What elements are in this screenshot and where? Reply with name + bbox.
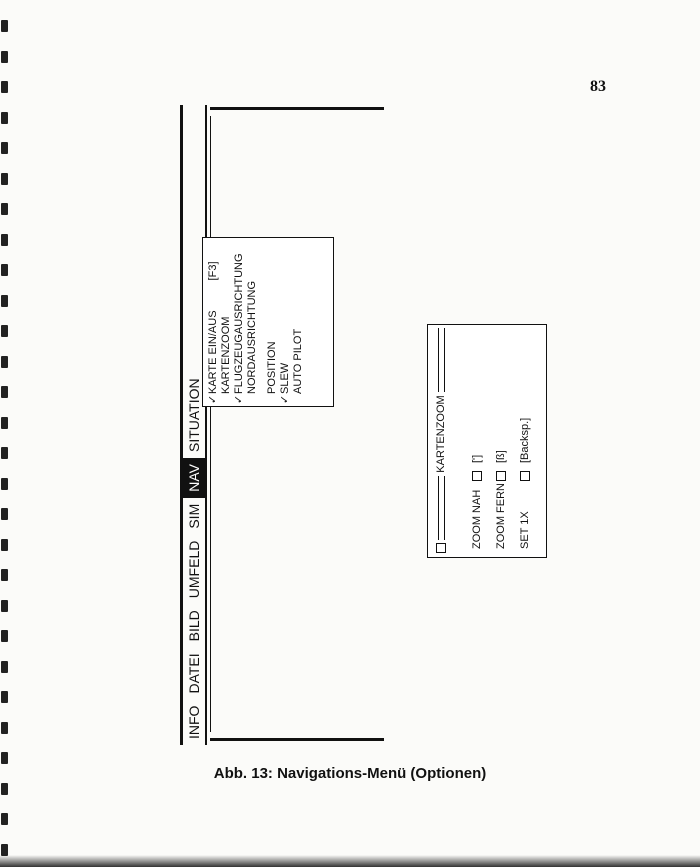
menu-item-nordausrichtung[interactable]: NORDAUSRICHTUNG <box>246 280 258 394</box>
binding-ring <box>1 51 8 63</box>
nav-dropdown-menu <box>202 237 334 407</box>
binding-ring <box>1 264 8 276</box>
menu-item-flugzeugausrichtung[interactable]: ✓ FLUGZEUGAUSRICHTUNG <box>233 253 245 404</box>
binding-ring <box>1 752 8 764</box>
shortcut-label: [Backsp.] <box>519 417 531 463</box>
binding-ring <box>1 142 8 154</box>
kartenzoom-dialog <box>427 324 547 558</box>
binding-ring <box>1 386 8 398</box>
binding-ring <box>1 630 8 642</box>
figure-caption: Abb. 13: Navigations-Menü (Optionen) <box>213 765 487 782</box>
checkbox-icon[interactable] <box>496 471 506 481</box>
menu-bar <box>180 105 207 745</box>
binding-ring <box>1 81 8 93</box>
dialog-title-bar <box>434 325 448 557</box>
binding-ring <box>1 691 8 703</box>
binding-ring <box>1 508 8 520</box>
binding-ring <box>1 173 8 185</box>
binding-ring <box>1 417 8 429</box>
binding-ring <box>1 600 8 612</box>
binding-ring <box>1 844 8 856</box>
dialog-title: KARTENZOOM <box>435 395 447 473</box>
checkbox-icon[interactable] <box>472 471 482 481</box>
binding-ring <box>1 569 8 581</box>
binding-ring <box>1 813 8 825</box>
menu-item-autopilot[interactable]: AUTO PILOT <box>292 328 304 394</box>
menu-item-position[interactable]: POSITION <box>266 341 278 394</box>
binding-ring <box>1 112 8 124</box>
spiral-binding <box>0 0 10 867</box>
binding-ring <box>1 203 8 215</box>
menu-item-karte[interactable]: ✓ KARTE EIN/AUS[F3] <box>207 261 219 404</box>
shortcut-label: [ß] <box>495 450 507 463</box>
menu-datei[interactable]: DATEI <box>186 653 202 694</box>
menu-situation[interactable]: SITUATION <box>186 378 202 453</box>
shortcut-label: ['] <box>471 454 483 463</box>
binding-ring <box>1 447 8 459</box>
screen-mockup <box>180 105 390 745</box>
menu-bild[interactable]: BILD <box>186 610 202 642</box>
binding-ring <box>1 234 8 246</box>
menu-umfeld[interactable]: UMFELD <box>186 540 202 599</box>
menu-info[interactable]: INFO <box>186 705 202 739</box>
menu-item-kartenzoom[interactable]: KARTENZOOM <box>220 316 232 394</box>
shortcut-label: [F3] <box>207 261 219 281</box>
close-box-icon[interactable] <box>436 543 446 553</box>
binding-ring <box>1 783 8 795</box>
zoom-fern-row[interactable]: ZOOM FERN [ß] <box>495 450 507 549</box>
zoom-nah-row[interactable]: ZOOM NAH ['] <box>471 454 483 549</box>
menu-nav[interactable]: NAV <box>183 458 205 498</box>
check-icon: ✓ <box>233 394 245 404</box>
set-1x-row[interactable]: SET 1X [Backsp.] <box>519 417 531 549</box>
check-icon: ✓ <box>207 394 219 404</box>
checkbox-icon[interactable] <box>520 471 530 481</box>
binding-ring <box>1 20 8 32</box>
page-number: 83 <box>590 78 606 95</box>
binding-ring <box>1 722 8 734</box>
menu-sim[interactable]: SIM <box>186 503 202 529</box>
binding-ring <box>1 539 8 551</box>
screen-frame <box>210 107 384 741</box>
check-icon: ✓ <box>279 394 291 404</box>
binding-ring <box>1 295 8 307</box>
binding-ring <box>1 661 8 673</box>
menu-item-slew[interactable]: ✓ SLEW <box>279 362 291 404</box>
binding-ring <box>1 356 8 368</box>
binding-ring <box>1 478 8 490</box>
binding-ring <box>1 325 8 337</box>
